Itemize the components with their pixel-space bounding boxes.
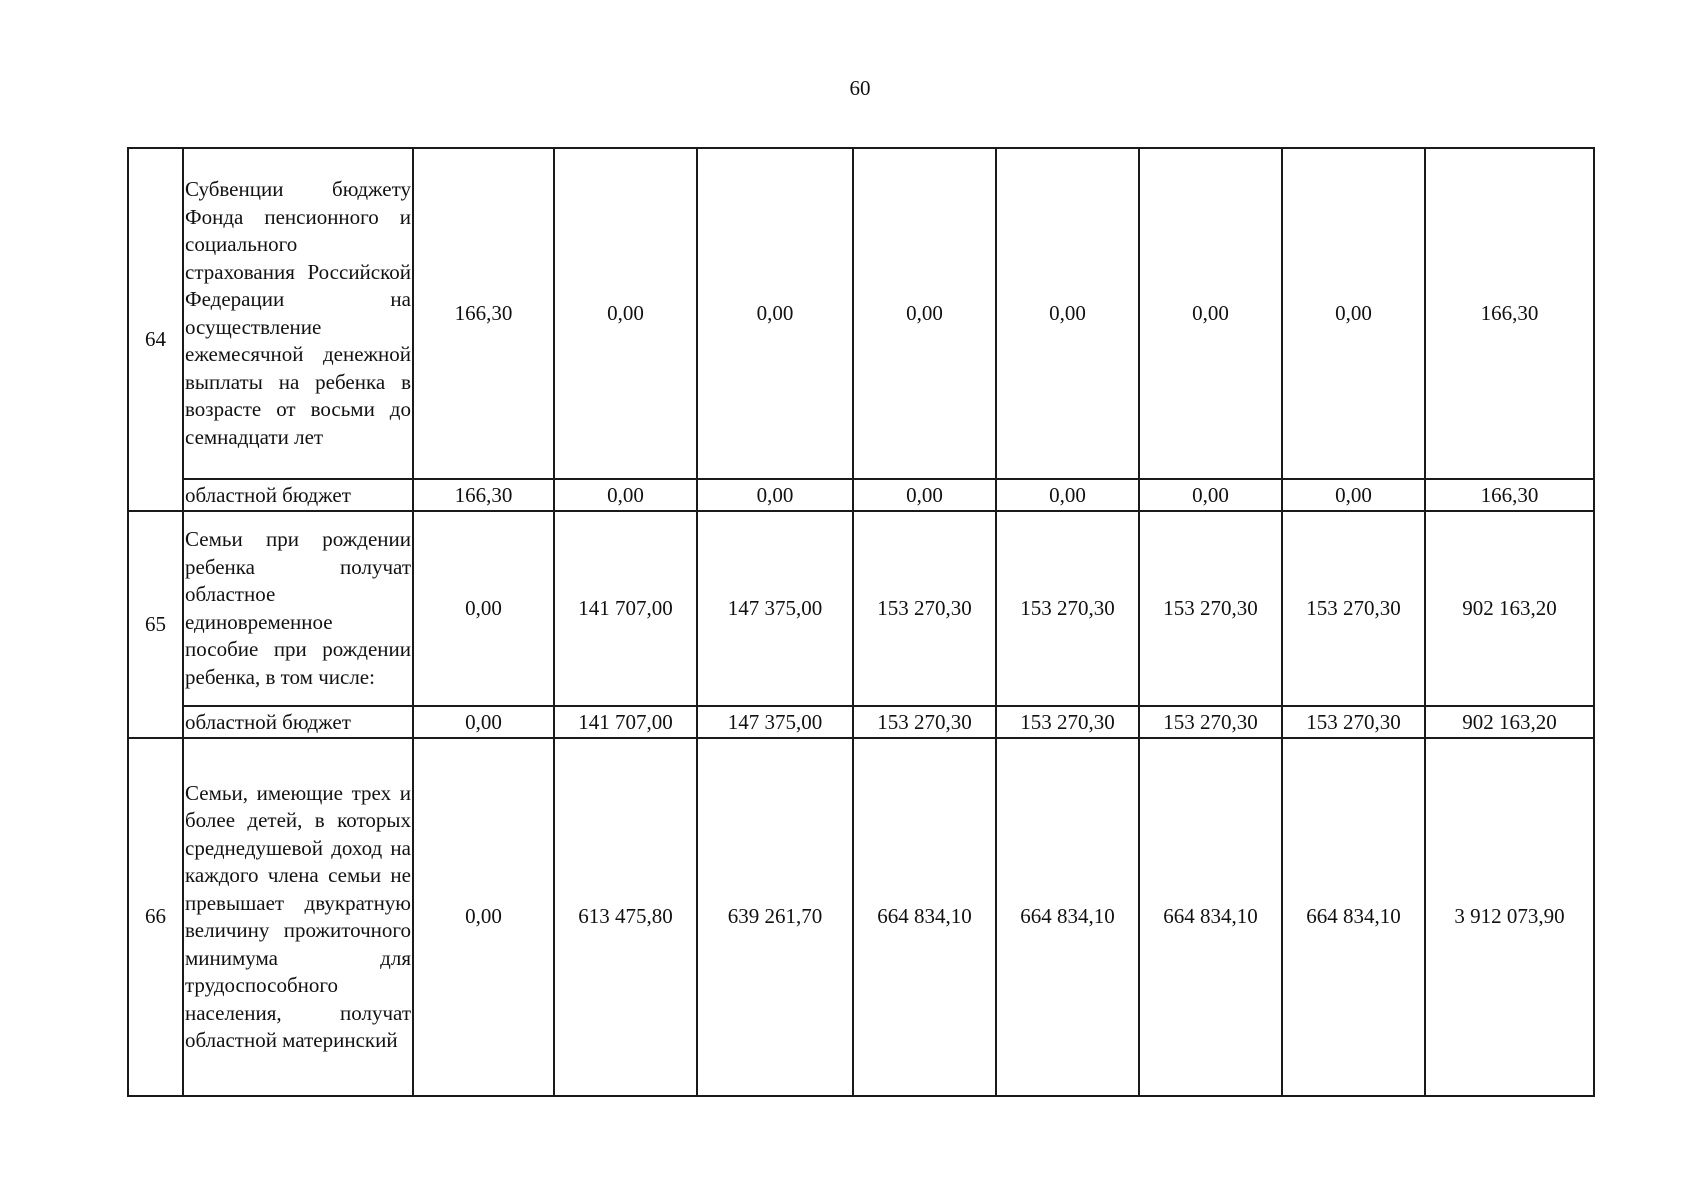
value-cell: 153 270,30	[1282, 706, 1425, 738]
value-cell: 153 270,30	[853, 706, 996, 738]
value-cell: 0,00	[1139, 479, 1282, 511]
value-cell: 153 270,30	[996, 511, 1139, 706]
value-cell: 141 707,00	[554, 511, 697, 706]
value-cell: 147 375,00	[697, 511, 853, 706]
value-cell: 153 270,30	[1139, 511, 1282, 706]
row-description: Семьи при рождении ребенка получат областное единовременное пособие при рождении ребенка, в том числе:	[183, 511, 413, 706]
row-description: Семьи, имеющие трех и более детей, в которых среднедушевой доход на каждого члена семьи не превышает двукратную величину прожиточного минимума для трудоспособного населения, получат областной материнский	[183, 738, 413, 1096]
page-number: 60	[849, 76, 871, 100]
value-cell: 0,00	[996, 148, 1139, 479]
row-number: 65	[128, 511, 183, 738]
value-cell: 664 834,10	[996, 738, 1139, 1096]
value-cell: 0,00	[697, 479, 853, 511]
value-cell: 0,00	[413, 738, 554, 1096]
value-cell: 0,00	[853, 479, 996, 511]
value-cell: 613 475,80	[554, 738, 697, 1096]
value-cell: 639 261,70	[697, 738, 853, 1096]
sub-row-description: областной бюджет	[183, 479, 413, 511]
value-cell: 0,00	[413, 706, 554, 738]
value-cell: 0,00	[554, 479, 697, 511]
row-description: Субвенции бюджету Фонда пенсионного и социального страхования Российской Федерации на осуществление ежемесячной денежной выплаты на ребенка в возрасте от восьми до семнадцати лет	[183, 148, 413, 479]
value-cell: 664 834,10	[1139, 738, 1282, 1096]
value-cell: 147 375,00	[697, 706, 853, 738]
total-cell: 902 163,20	[1425, 706, 1594, 738]
value-cell: 166,30	[413, 479, 554, 511]
total-cell: 902 163,20	[1425, 511, 1594, 706]
value-cell: 664 834,10	[853, 738, 996, 1096]
value-cell: 0,00	[697, 148, 853, 479]
table-subrow-64	[128, 479, 1594, 511]
table-subrow-65	[128, 706, 1594, 738]
total-cell: 166,30	[1425, 479, 1594, 511]
value-cell: 0,00	[853, 148, 996, 479]
value-cell: 0,00	[1139, 148, 1282, 479]
value-cell: 664 834,10	[1282, 738, 1425, 1096]
row-number: 64	[128, 148, 183, 511]
value-cell: 0,00	[1282, 148, 1425, 479]
value-cell: 166,30	[413, 148, 554, 479]
value-cell: 153 270,30	[1282, 511, 1425, 706]
row-number: 66	[128, 738, 183, 1096]
table-row-64	[128, 148, 1594, 479]
value-cell: 153 270,30	[853, 511, 996, 706]
budget-table	[127, 147, 1595, 1097]
table-row-65	[128, 511, 1594, 706]
value-cell: 0,00	[1282, 479, 1425, 511]
sub-row-description: областной бюджет	[183, 706, 413, 738]
table-row-66	[128, 738, 1594, 1096]
value-cell: 0,00	[413, 511, 554, 706]
value-cell: 153 270,30	[1139, 706, 1282, 738]
value-cell: 141 707,00	[554, 706, 697, 738]
value-cell: 153 270,30	[996, 706, 1139, 738]
value-cell: 0,00	[996, 479, 1139, 511]
total-cell: 3 912 073,90	[1425, 738, 1594, 1096]
value-cell: 0,00	[554, 148, 697, 479]
total-cell: 166,30	[1425, 148, 1594, 479]
